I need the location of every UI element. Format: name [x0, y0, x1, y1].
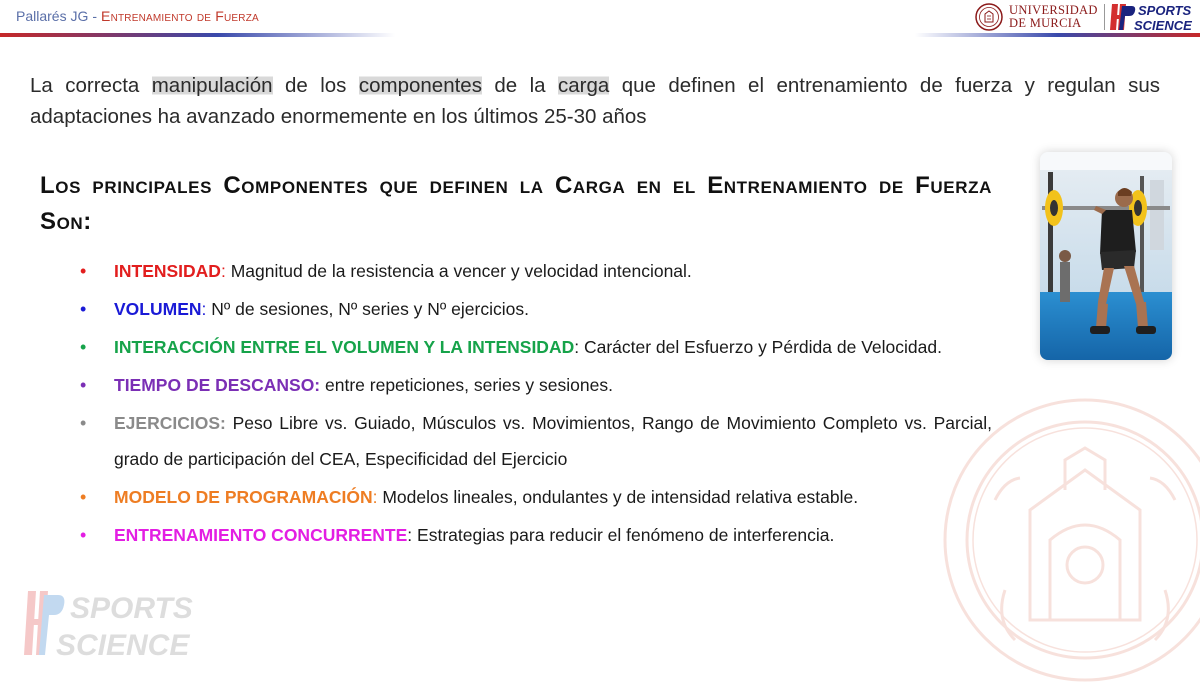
intro-text-2: de los [272, 74, 359, 97]
component-term: MODELO DE PROGRAMACIÓN [114, 487, 373, 507]
bullet-icon: • [80, 413, 87, 433]
author-name: Pallarés JG [16, 8, 89, 24]
university-seal-icon [975, 3, 1003, 31]
component-description: Estrategias para reducir el fenómeno de interferencia. [417, 525, 835, 545]
components-list [80, 253, 992, 555]
university-name-line1: UNIVERSIDAD [1009, 3, 1098, 17]
section-title: Los principales Componentes que definen la Carga en el Entrenamiento de Fuerza Son: [40, 172, 992, 235]
list-item [80, 367, 992, 403]
list-item [80, 405, 992, 477]
header-accent-bar-left [0, 33, 395, 37]
component-term: EJERCICIOS: [114, 413, 226, 433]
bullet-icon: • [80, 299, 87, 319]
list-item [80, 253, 992, 289]
component-term: TIEMPO DE DESCANSO: [114, 375, 321, 395]
bullet-icon: • [80, 525, 87, 545]
component-description: entre repeticiones, series y sesiones. [325, 375, 613, 395]
component-separator [226, 413, 233, 433]
athlete-squat-photo [1040, 152, 1172, 360]
component-description: Modelos lineales, ondulantes y de intensidad relativa estable. [382, 487, 859, 507]
list-item [80, 291, 992, 327]
brand-text-line1: SPORTS [1138, 3, 1192, 18]
highlight-manipulacion: manipulación [151, 74, 273, 97]
component-description: Magnitud de la resistencia a vencer y velocidad intencional. [230, 261, 692, 281]
watermark-text-line1: SPORTS [70, 592, 193, 625]
intro-paragraph [30, 70, 1160, 132]
bullet-icon: • [80, 487, 87, 507]
component-separator: : [220, 261, 231, 281]
header-separator: - [92, 8, 98, 24]
intro-text-1: La correcta [30, 74, 152, 97]
component-description: Nº de sesiones, Nº series y Nº ejercicios. [211, 299, 529, 319]
course-title: Entrenamiento de Fuerza [101, 8, 259, 24]
universidad-murcia-logo [975, 2, 1098, 32]
component-description: Carácter del Esfuerzo y Pérdida de Velocidad. [583, 337, 942, 357]
list-item [80, 479, 992, 515]
list-item [80, 517, 992, 553]
university-name-line2: DE MURCIA [1009, 16, 1082, 30]
component-term: VOLUMEN [114, 299, 202, 319]
component-term: ENTRENAMIENTO CONCURRENTE [114, 525, 408, 545]
component-separator: : [201, 299, 212, 319]
highlight-componentes: componentes [358, 74, 482, 97]
highlight-carga: carga [558, 74, 610, 97]
logo-divider [1104, 4, 1105, 30]
bullet-icon: • [80, 261, 87, 281]
intro-text-4: que definen el entrenamiento de fuerza y regulan sus adaptaciones ha avanzado enormemente en los últimos 25-30 años [30, 74, 1160, 128]
component-separator: : [372, 487, 383, 507]
component-separator: : [574, 337, 584, 357]
component-term: INTERACCIÓN ENTRE EL VOLUMEN Y LA INTENSIDAD [114, 337, 575, 357]
hp-sports-science-logo [1110, 0, 1200, 34]
component-description: Peso Libre vs. Guiado, Músculos vs. Movimientos, Rango de Movimiento Completo vs. Parcial, grado de participación del CEA, Especificidad del Ejercicio [114, 413, 992, 469]
sports-science-watermark-logo [22, 585, 222, 663]
bullet-icon: • [80, 375, 87, 395]
list-item [80, 329, 992, 365]
component-separator: : [407, 525, 418, 545]
brand-text-line2: SCIENCE [1134, 18, 1192, 33]
component-term: INTENSIDAD [114, 261, 221, 281]
header-title [16, 8, 259, 24]
university-seal-watermark-icon [935, 390, 1200, 690]
slide-header [0, 0, 1200, 40]
bullet-icon: • [80, 337, 87, 357]
watermark-text-line2: SCIENCE [56, 629, 190, 662]
intro-text-3: de la [481, 74, 559, 97]
